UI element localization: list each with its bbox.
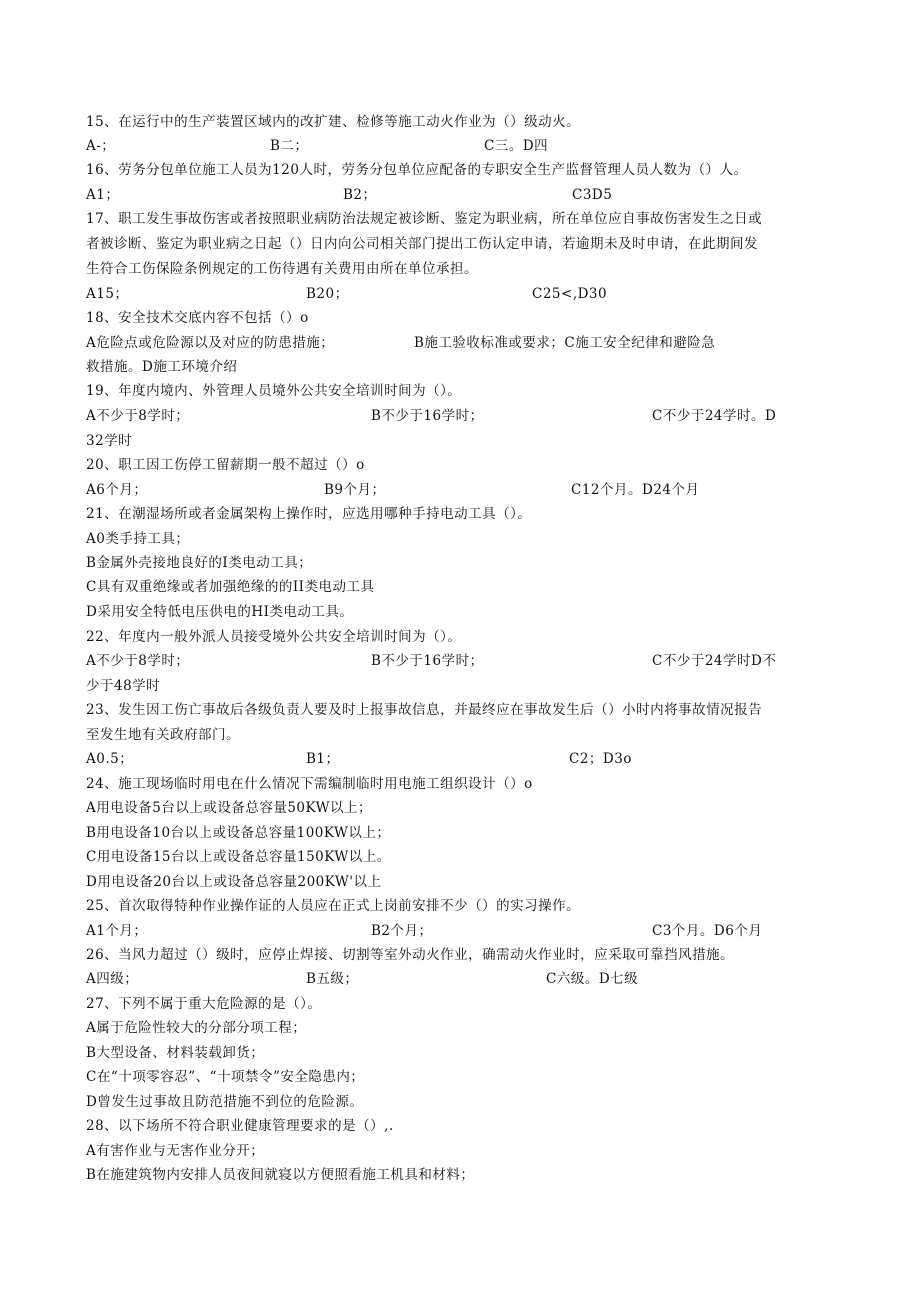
question-22-stem: 22、年度内一般外派人员接受境外公共安全培训时间为（）。 [86, 629, 462, 645]
question-17-options [86, 284, 846, 304]
question-25-options [86, 921, 846, 941]
question-27-option: D曾发生过事故且防范措施不到位的危险源。 [86, 1094, 364, 1110]
question-19-options [86, 406, 846, 426]
option: A四级； [86, 971, 139, 987]
question-16-stem: 16、劳务分包单位施工人员为120人时，劳务分包单位应配备的专职安全生产监督管理人员人数为（）人。 [86, 162, 748, 178]
question-21-option: C具有双重绝缘或者加强绝缘的的II类电动工具 [86, 579, 375, 595]
question-26-options [86, 969, 846, 989]
option: A1； [86, 187, 120, 203]
question-27-option: A属于危险性较大的分部分项工程； [86, 1020, 307, 1036]
question-15-options [86, 136, 846, 156]
question-20-stem: 20、职工因工伤停工留薪期一般不超过（）o [86, 457, 365, 473]
option: B二； [270, 138, 309, 154]
question-18-stem: 18、安全技术交底内容不包括（）o [86, 310, 309, 326]
question-24-option: C用电设备15台以上或设备总容量150KW以上。 [86, 849, 391, 865]
question-26-stem: 26、当风力超过（）级时，应停止焊接、切割等室外动火作业，确需动火作业时，应采取可靠挡风措施。 [86, 947, 735, 963]
option: C不少于24学时D不 [652, 653, 777, 669]
question-17-stem-line: 生符合工伤保险条例规定的工伤待遇有关费用由所在单位承担。 [86, 261, 478, 277]
question-22-options [86, 651, 846, 671]
question-21-option: A0类手持工具； [86, 531, 190, 547]
question-28-option: B在施建筑物内安排人员夜间就寝以方便照看施工机具和材料； [86, 1167, 475, 1183]
question-15-stem: 15、在运行中的生产装置区域内的改扩建、检修等施工动火作业为（）级动火。 [86, 114, 581, 130]
question-23-stem-line: 至发生地有关政府部门。 [86, 727, 240, 743]
question-20-options [86, 480, 846, 500]
question-18-options-cont: 救措施。D施工环境介绍 [86, 359, 238, 375]
option: A危险点或危险源以及对应的防患措施； [86, 335, 335, 351]
option: B9个月； [324, 482, 386, 498]
question-22-options-cont: 少于48学时 [86, 678, 161, 694]
option: B20； [306, 286, 349, 302]
option: B不少于16学时； [371, 653, 484, 669]
question-21-stem: 21、在潮湿场所或者金属架构上操作时，应选用哪种手持电动工具（）。 [86, 506, 532, 522]
question-24-option: D用电设备20台以上或设备总容量200KW'以上 [86, 874, 382, 890]
question-27-stem: 27、下列不属于重大危险源的是（）。 [86, 996, 322, 1012]
question-24-option: B用电设备10台以上或设备总容量100KW以上； [86, 825, 391, 841]
question-28-stem: 28、以下场所不符合职业健康管理要求的是（）,. [86, 1118, 394, 1134]
question-23-stem-line: 23、发生因工伤亡事故后各级负责人要及时上报事故信息，并最终应在事故发生后（）小时内将事故情况报告 [86, 702, 763, 718]
option: A6个月； [86, 482, 148, 498]
option: B施工验收标准或要求；C施工安全纪律和避险急 [414, 335, 716, 351]
option: C12个月。D24个月 [571, 482, 700, 498]
question-28-option: A有害作业与无害作业分开； [86, 1143, 265, 1159]
option: C不少于24学时。D [652, 408, 777, 424]
question-24-option: A用电设备5台以上或设备总容量50KW以上； [86, 800, 372, 816]
option: B2； [343, 187, 377, 203]
option: C三。D四 [484, 138, 549, 154]
question-21-option: D采用安全特低电压供电的HI类电动工具。 [86, 604, 354, 620]
option: A-； [86, 138, 116, 154]
question-21-option: B金属外壳接地良好的I类电动工具； [86, 555, 313, 571]
question-19-options-cont: 32学时 [86, 433, 133, 449]
question-17-stem-line: 者被诊断、鉴定为职业病之日起（）日内向公司相关部门提出工伤认定申请，若逾期未及时申请，在此期间发 [86, 236, 758, 252]
option: C2；D3o [569, 751, 632, 767]
option: A0.5； [86, 751, 134, 767]
question-23-options [86, 749, 846, 769]
question-17-stem-line: 17、职工发生事故伤害或者按照职业病防治法规定被诊断、鉴定为职业病，所在单位应自事故伤害发生之日或 [86, 211, 763, 227]
option: C25<,D30 [532, 286, 608, 302]
question-16-options [86, 185, 846, 205]
option: B1； [306, 751, 340, 767]
option: C六级。D七级 [546, 971, 639, 987]
option: A不少于8学时； [86, 408, 190, 424]
question-27-option: C在“十项零容忍”、“十项禁令”安全隐患内； [86, 1069, 365, 1085]
question-24-stem: 24、施工现场临时用电在什么情况下需编制临时用电施工组织设计（）o [86, 776, 533, 792]
question-25-stem: 25、首次取得特种作业操作证的人员应在正式上岗前安排不少（）的实习操作。 [86, 898, 581, 914]
question-27-option: B大型设备、材料装载卸货； [86, 1045, 265, 1061]
option: A1个月； [86, 923, 148, 939]
question-18-options [86, 333, 846, 353]
option: C3D5 [572, 187, 613, 203]
option: A不少于8学时； [86, 653, 190, 669]
option: B不少于16学时； [371, 408, 484, 424]
option: B2个月； [371, 923, 433, 939]
option: A15； [86, 286, 129, 302]
option: C3个月。D6个月 [652, 923, 763, 939]
question-19-stem: 19、年度内境内、外管理人员境外公共安全培训时间为（）。 [86, 383, 462, 399]
option: B五级； [306, 971, 359, 987]
